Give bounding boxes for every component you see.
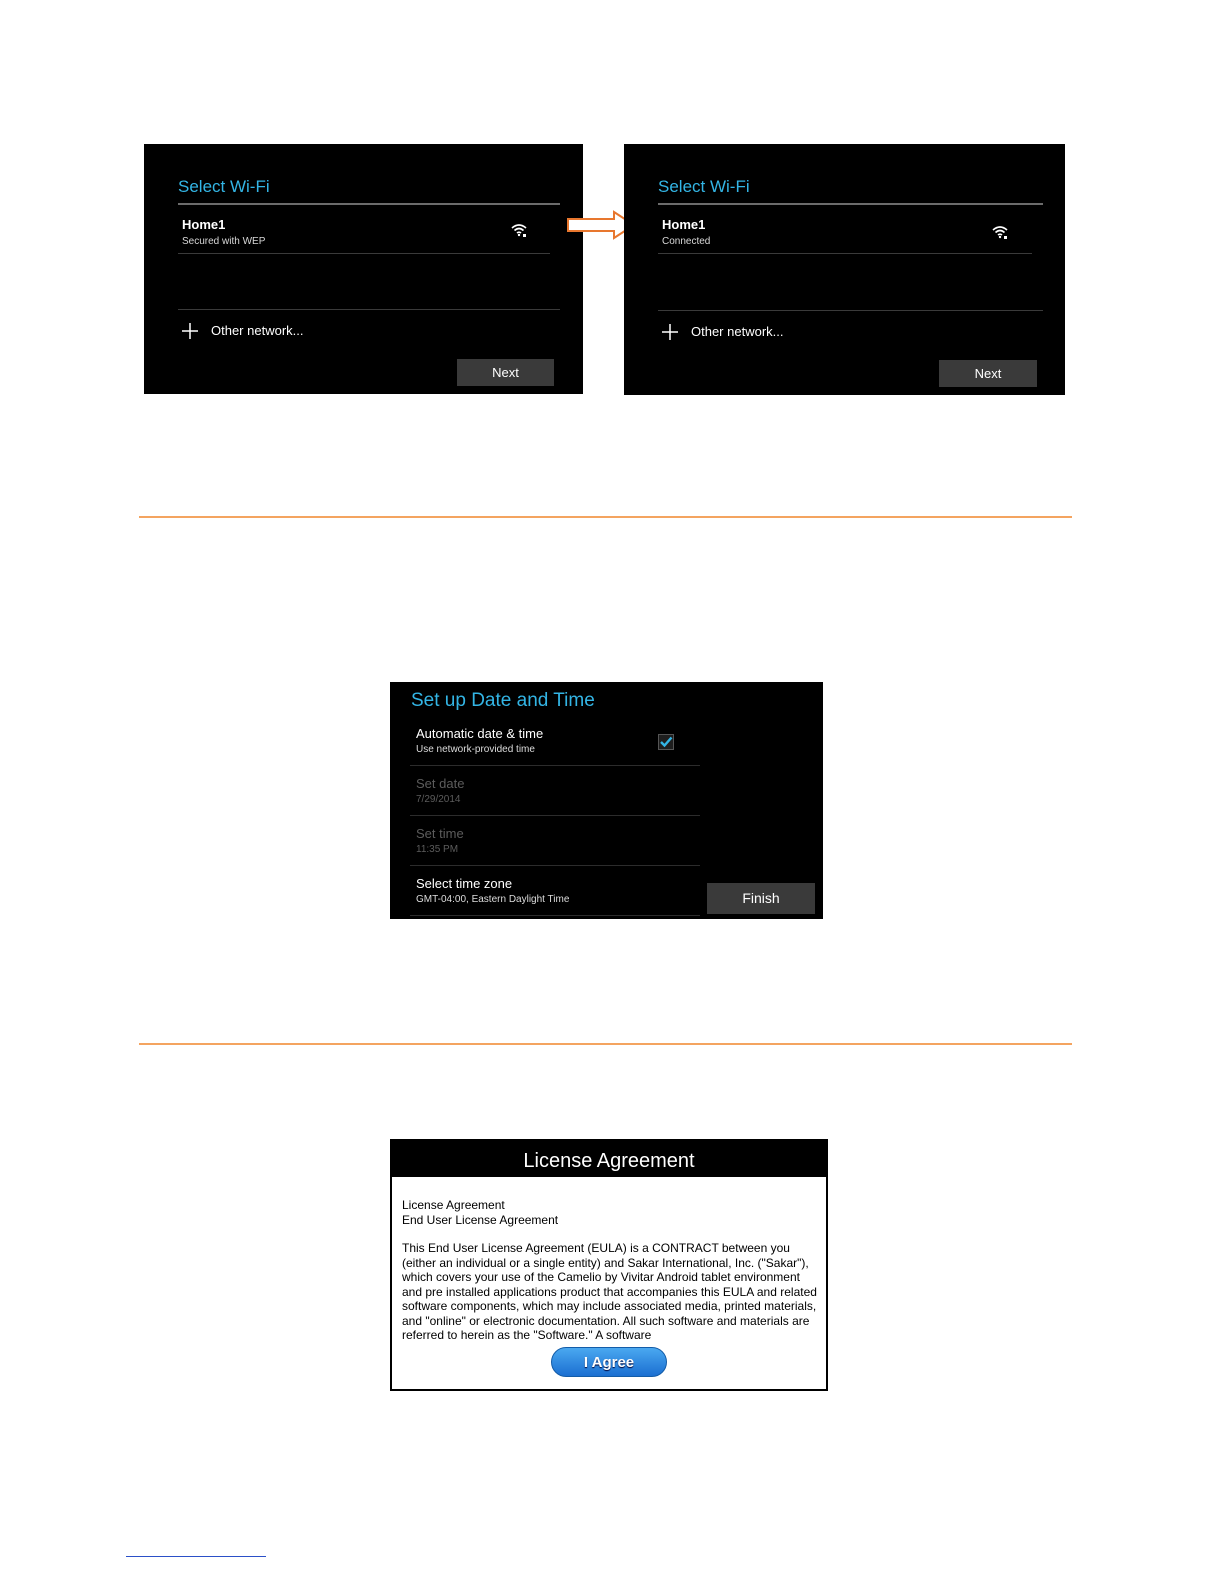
finish-button[interactable]: Finish xyxy=(707,883,815,914)
list-divider xyxy=(658,310,1043,311)
network-name: Home1 xyxy=(662,217,706,232)
time-zone-value: GMT-04:00, Eastern Daylight Time xyxy=(416,894,570,905)
list-divider xyxy=(658,253,1032,254)
section-divider xyxy=(139,1043,1072,1045)
auto-datetime-label: Automatic date & time xyxy=(416,726,544,741)
next-button[interactable]: Next xyxy=(939,360,1037,387)
license-line-1: License Agreement xyxy=(402,1198,505,1212)
license-text-scroll[interactable] xyxy=(402,1198,820,1342)
set-date-label: Set date xyxy=(416,776,465,791)
title-divider xyxy=(658,203,1043,205)
other-network-label: Other network... xyxy=(211,323,304,338)
footnote-divider xyxy=(126,1556,266,1557)
list-divider xyxy=(178,253,550,254)
license-dialog xyxy=(390,1139,828,1391)
time-zone-label: Select time zone xyxy=(416,876,513,891)
set-time-value: 11:35 PM xyxy=(416,844,459,855)
time-zone-row[interactable] xyxy=(416,876,696,905)
title-divider xyxy=(178,203,560,205)
set-time-label: Set time xyxy=(416,826,464,841)
license-line-2: End User License Agreement xyxy=(402,1212,559,1227)
license-header: License Agreement xyxy=(392,1141,826,1177)
wifi-screen-before xyxy=(144,144,583,394)
wifi-signal-icon xyxy=(992,225,1008,239)
datetime-screen xyxy=(390,682,823,919)
network-status: Connected xyxy=(662,236,711,247)
plus-icon xyxy=(181,322,199,340)
wifi-title: Select Wi-Fi xyxy=(178,177,270,196)
set-date-value: 7/29/2014 xyxy=(416,794,461,805)
license-body: This End User License Agreement (EULA) is a CONTRACT between you (either an individual or a single entity) and Sakar International, Inc. ("Sakar"), which covers your use of the Camelio by Vivitar Android tablet environment and pre installed applications product that accompanies this EULA and related software components, which may include associated media, printed materials, and "online" or electronic documentation. All such software and materials are referred to herein as the "Software." A software xyxy=(402,1241,817,1342)
other-network-label: Other network... xyxy=(691,324,784,339)
set-date-row[interactable] xyxy=(416,776,696,805)
set-time-row[interactable] xyxy=(416,826,696,855)
section-divider xyxy=(139,516,1072,518)
list-divider xyxy=(410,815,700,816)
auto-datetime-sub: Use network-provided time xyxy=(416,744,535,755)
list-divider xyxy=(178,309,560,310)
checkmark-icon xyxy=(659,735,673,749)
wifi-title: Select Wi-Fi xyxy=(658,177,750,196)
list-divider xyxy=(410,865,700,866)
wifi-signal-icon xyxy=(511,223,527,237)
list-divider xyxy=(410,915,700,916)
i-agree-button[interactable]: I Agree xyxy=(551,1347,667,1377)
datetime-title: Set up Date and Time xyxy=(411,690,595,711)
list-divider xyxy=(410,765,700,766)
network-status: Secured with WEP xyxy=(182,236,266,247)
network-name: Home1 xyxy=(182,217,226,232)
auto-datetime-row[interactable] xyxy=(416,726,696,755)
auto-datetime-checkbox[interactable] xyxy=(658,734,674,750)
next-button[interactable]: Next xyxy=(457,359,554,386)
plus-icon xyxy=(661,323,679,341)
wifi-screen-after xyxy=(624,144,1065,395)
